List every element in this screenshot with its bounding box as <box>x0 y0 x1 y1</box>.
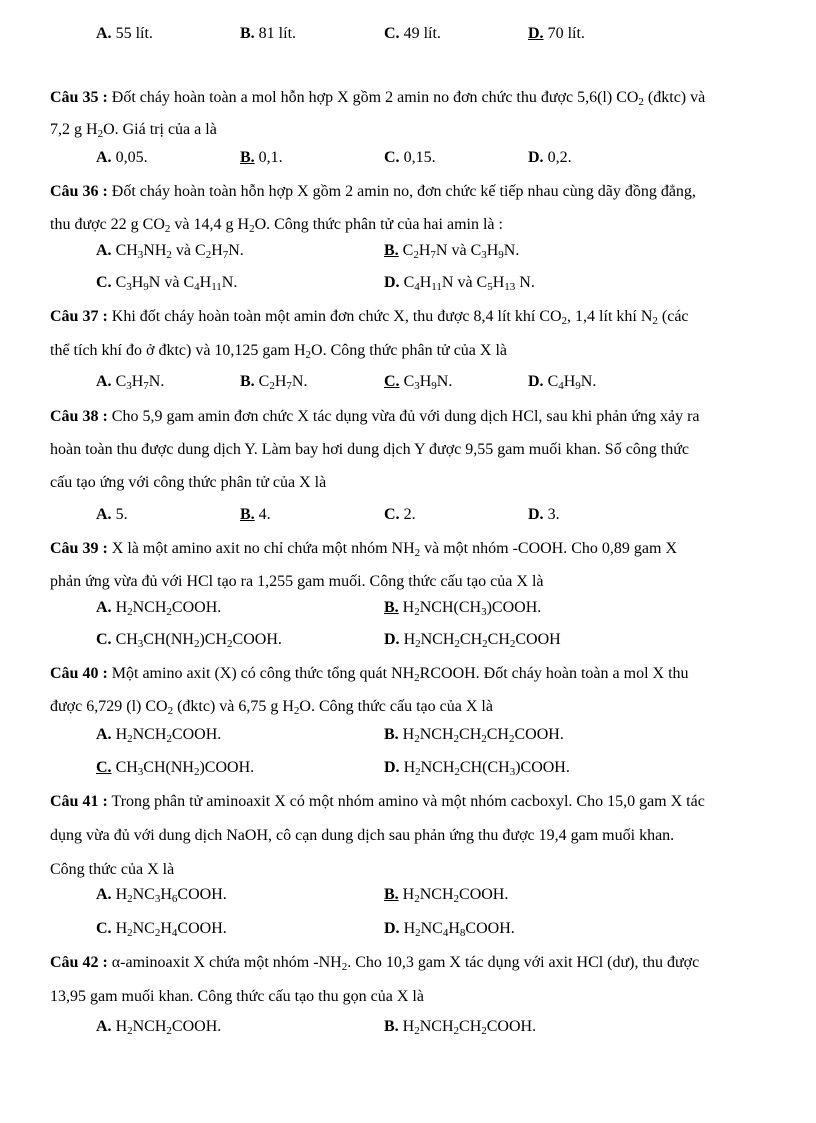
q36-option-b: B. $C_2H_7N$ và $C_3H_9N$. <box>384 242 520 261</box>
q41-option-d: D. $H_2NC_4H_8COOH$. <box>384 920 515 939</box>
q40-option-b: B. $H_2NCH_2CH_2CH_2COOH$. <box>384 726 564 745</box>
q38-option-a: A. 5. <box>96 506 128 523</box>
q42-stem: Câu 42 : α-aminoaxit X chứa một nhóm $-NH_2$. Cho 10,3 gam X tác dụng với axit HCl (dư), thu được 13,95 gam muối khan. Công thức cấu tạo thu gọn của X là <box>50 954 700 1005</box>
q39-option-a: A. $H_2NCH_2COOH$. <box>96 599 222 618</box>
q34-option-b: B. 81 lít. <box>240 25 297 42</box>
q35-option-c: C. 0,15. <box>384 149 436 166</box>
q37-options <box>0 370 816 394</box>
q38-options <box>0 503 816 527</box>
q41-options-row1 <box>0 883 816 907</box>
q41-option-b: B. $H_2NCH_2COOH$. <box>384 886 509 905</box>
q39-option-c: C. $CH_3CH(NH_2)CH_2COOH$. <box>96 631 282 650</box>
q39-option-b: B. $H_2NCH(CH_3)COOH$. <box>384 599 542 618</box>
q36-option-d: D. $C_4H_{11}N$ và $C_5H_{13}$ N. <box>384 274 535 293</box>
q36-option-c: C. $C_3H_9N$ và $C_4H_{11}N$. <box>96 274 238 293</box>
q41-options-row2 <box>0 917 816 941</box>
q40-option-c: C. $CH_3CH(NH_2)COOH$. <box>96 759 255 778</box>
q37-option-d: D. $C_4H_9N$. <box>528 373 597 392</box>
q37-option-b: B. $C_2H_7N$. <box>240 373 308 392</box>
q38-option-b: B. 4. <box>240 506 271 523</box>
q40-option-d: D. $H_2NCH_2CH(CH_3)COOH$. <box>384 759 570 778</box>
q34-option-c: C. 49 lít. <box>384 25 441 42</box>
q36-stem: Câu 36 : Đốt cháy hoàn toàn hỗn hợp X gồm 2 amin no, đơn chức kế tiếp nhau cùng dãy đồng đẳng, thu được 22 g $CO_2$ và 14,4 g $H_2O$. Công thức phân tử của hai amin là : <box>50 183 696 235</box>
q39-option-d: D. $H_2NCH_2CH_2CH_2COOH$ <box>384 631 561 650</box>
q40-option-a: A. $H_2NCH_2COOH$. <box>96 726 222 745</box>
q34-options <box>0 22 816 46</box>
q37-stem: Câu 37 : Khi đốt cháy hoàn toàn một amin đơn chức X, thu được 8,4 lít khí $CO_2$, 1,4 lít khí $N_2$ (các thể tích khí đo ở đktc) và 10,125 gam $H_2O$. Công thức phân tử của X là <box>50 308 689 361</box>
q37-option-c: C. $C_3H_9N$. <box>384 373 453 392</box>
q34-option-a: A. 55 lít. <box>96 25 153 42</box>
q36-options-row2 <box>0 271 816 295</box>
q42-option-a: A. $H_2NCH_2COOH$. <box>96 1018 222 1037</box>
q41-option-c: C. $H_2NC_2H_4COOH$. <box>96 920 227 939</box>
q35-stem: Câu 35 : Đốt cháy hoàn toàn a mol hỗn hợp X gồm 2 amin no đơn chức thu được 5,6(l) $CO_2$ (đktc) và 7,2 g $H_2O$. Giá trị của a là <box>50 89 706 140</box>
q35-option-b: B. 0,1. <box>240 149 283 166</box>
q42-option-b: B. $H_2NCH_2CH_2COOH$. <box>384 1018 537 1037</box>
q35-options <box>0 146 816 170</box>
q41-option-a: A. $H_2NC_3H_6COOH$. <box>96 886 227 905</box>
q42-options <box>0 1015 816 1039</box>
q36-option-a: A. $CH_3NH_2$ và $C_2H_7N$. <box>96 242 244 261</box>
q40-stem: Câu 40 : Một amino axit (X) có công thức tổng quát $NH_2RCOOH$. Đốt cháy hoàn toàn a mol X thu được 6,729 (l) $CO_2$ (đktc) và 6,75 g $H_2O$. Công thức cấu tạo của X là <box>50 665 689 717</box>
q35-option-d: D. 0,2. <box>528 149 572 166</box>
q39-stem: Câu 39 : X là một amino axit no chỉ chứa một nhóm $NH_2$ và một nhóm -COOH. Cho 0,89 gam X phản ứng vừa đủ với HCl tạo ra 1,255 gam muối. Công thức cấu tạo của X là <box>50 540 677 590</box>
q38-option-c: C. 2. <box>384 506 416 523</box>
q39-options-row2 <box>0 628 816 652</box>
q34-option-d: D. 70 lít. <box>528 25 585 42</box>
q41-stem: Câu 41 : Trong phân tử aminoaxit X có một nhóm amino và một nhóm cacboxyl. Cho 15,0 gam X tác dụng vừa đủ với dung dịch NaOH, cô cạn dung dịch sau phản ứng thu được 19,4 gam muối khan. Công thức của X là <box>50 793 705 878</box>
q37-option-a: A. $C_3H_7N$. <box>96 373 165 392</box>
q38-stem: Câu 38 : Cho 5,9 gam amin đơn chức X tác dụng vừa đủ với dung dịch HCl, sau khi phản ứng xảy ra hoàn toàn thu được dung dịch Y. Làm bay hơi dung dịch Y được 9,55 gam muối khan. Số công thức cấu tạo ứng với công thức phân tử của X là <box>50 408 700 491</box>
q36-options-row1 <box>0 239 816 263</box>
q38-option-d: D. 3. <box>528 506 560 523</box>
q40-options-row2 <box>0 756 816 780</box>
q39-options-row1 <box>0 596 816 620</box>
q35-option-a: A. 0,05. <box>96 149 148 166</box>
q40-options-row1 <box>0 723 816 747</box>
